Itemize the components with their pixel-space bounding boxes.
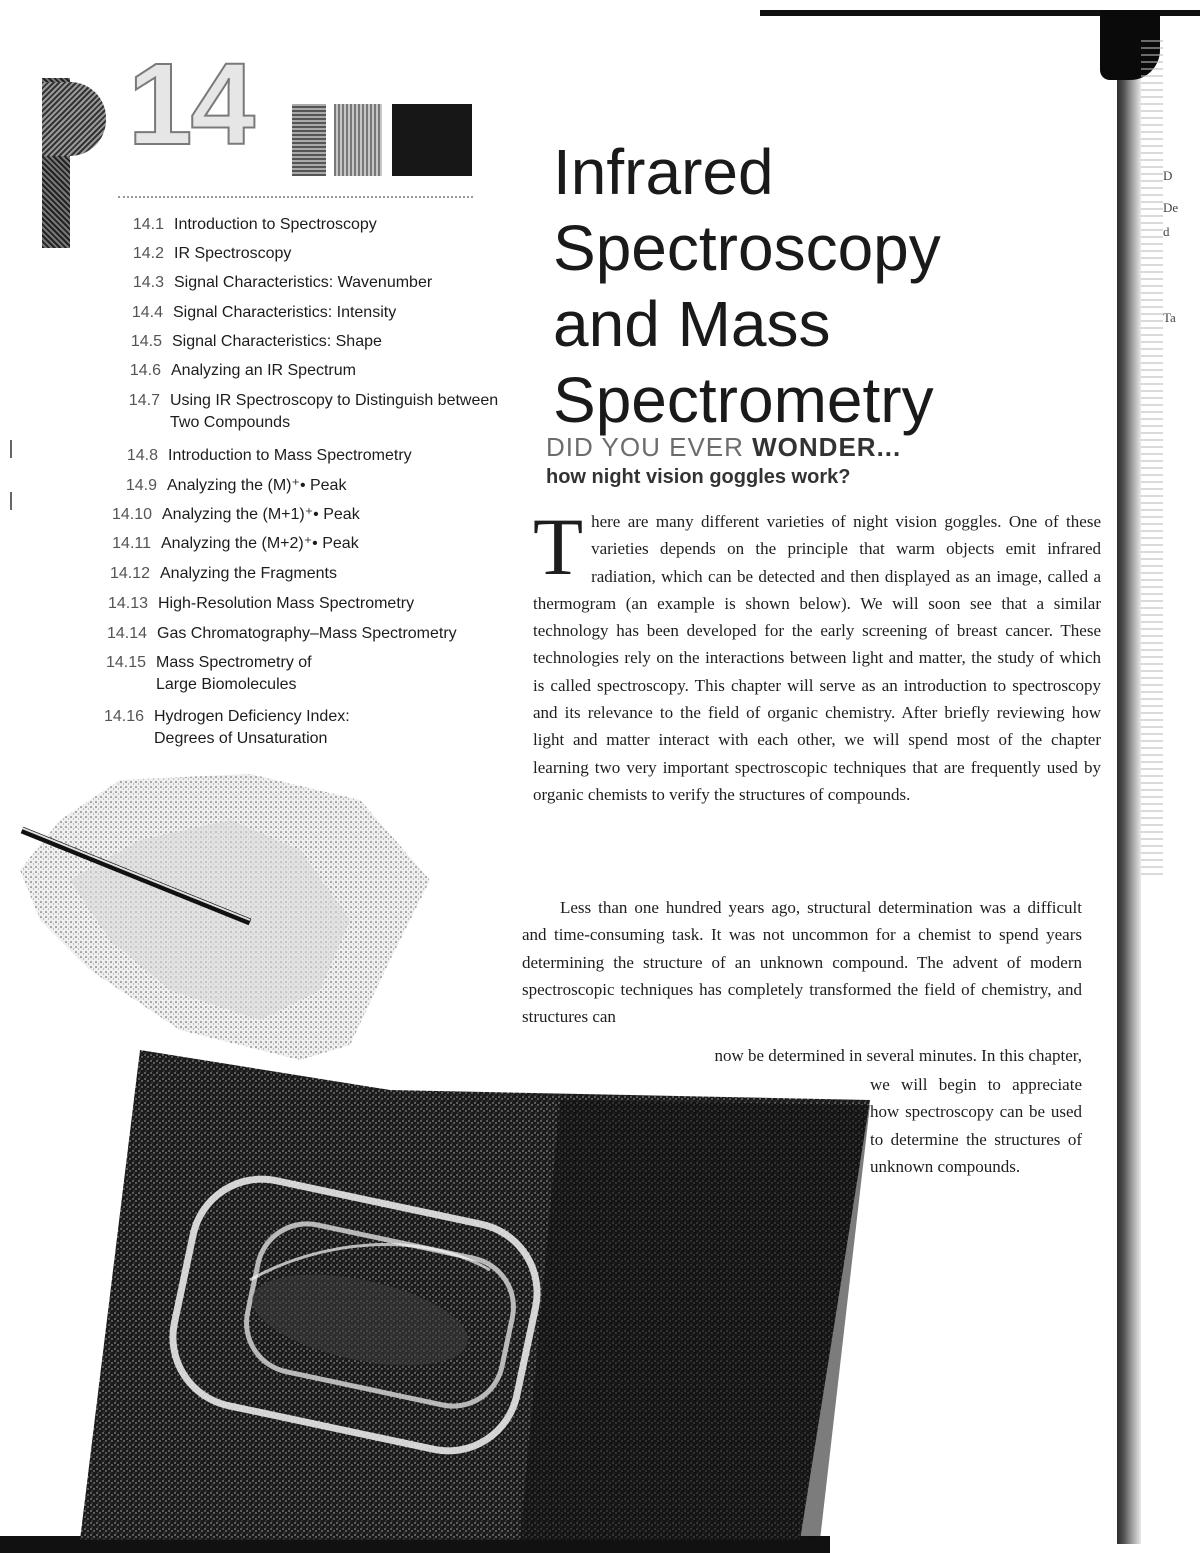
toc-number: 14.16 [103, 708, 144, 725]
title-line: Spectroscopy [553, 212, 941, 284]
toc-title: Introduction to Spectroscopy [174, 216, 377, 233]
scan-mark [10, 492, 12, 510]
toc-title: Using IR Spectroscopy to Distinguish between Two Compounds [170, 392, 499, 431]
toc-number: 14.5 [130, 333, 162, 350]
toc-number: 14.1 [132, 216, 164, 233]
second-paragraph-text: Less than one hundred years ago, structural determination was a difficult and time-consuming task. It was not uncommon for a chemist to spend years determining the structure of an unknown compound. The advent of modern spectroscopic techniques has completely transformed the field of chemistry, and structures can [522, 898, 1082, 1027]
margin-fragment: De [1163, 200, 1179, 215]
toc-number: 14.7 [128, 392, 160, 409]
toc-number: 14.10 [111, 506, 152, 523]
title-line: Infrared [553, 136, 774, 208]
thermogram-photo [0, 760, 870, 1540]
wonder-question: how night vision goggles work? [546, 466, 851, 488]
toc-title: Signal Characteristics: Shape [172, 333, 382, 350]
toc-title: IR Spectroscopy [174, 245, 292, 262]
toc-number: 14.9 [125, 477, 157, 494]
toc-title: Mass Spectrometry of Large Biomolecules [156, 654, 312, 693]
toc-number: 14.8 [126, 447, 158, 464]
chapter-tab-graphic [34, 78, 106, 248]
margin-fragment: D [1163, 168, 1173, 183]
toc-title: Analyzing the (M+2)⁺• Peak [161, 535, 359, 552]
toc-title: Signal Characteristics: Intensity [173, 304, 397, 321]
margin-fragment: Ta [1163, 310, 1176, 325]
wonder-emphasis: WONDER... [752, 432, 902, 462]
toc-number: 14.2 [132, 245, 164, 262]
toc-number: 14.3 [132, 274, 164, 291]
toc-title: Analyzing an IR Spectrum [171, 362, 356, 379]
toc-title: Gas Chromatography–Mass Spectrometry [157, 625, 457, 642]
page-edge-speckle [1141, 40, 1163, 880]
wonder-lead: DID YOU EVER [546, 432, 744, 462]
decor-block [334, 104, 382, 176]
toc-title: Analyzing the Fragments [160, 565, 337, 582]
intro-paragraph-text: here are many different varieties of night vision goggles. One of these varieties depends on the principle that warm objects emit infrared radiation, which can be detected and then displayed as an image, called a thermogram (an example is shown below). We will soon see that a similar technology has been developed for the early screening of breast cancer. These technologies rely on the interactions between light and matter, the study of which is called spectroscopy. This chapter will serve as an introduction to spectroscopy and its relevance to the field of organic chemistry. After briefly reviewing how light and matter interact with each other, we will spend most of the chapter learning two very important spectroscopic techniques that are frequently used by organic chemists to verify the structures of compounds. [533, 512, 1101, 804]
chapter-number: 14 [128, 39, 254, 169]
toc-title: Introduction to Mass Spectrometry [168, 447, 412, 464]
toc-title: Analyzing the (M)⁺• Peak [167, 477, 347, 494]
toc-number: 14.13 [107, 595, 148, 612]
toc-title: High-Resolution Mass Spectrometry [158, 595, 415, 612]
toc-number: 14.15 [105, 654, 146, 671]
toc-number: 14.6 [129, 362, 161, 379]
decor-block [392, 104, 472, 176]
toc-number: 14.11 [112, 535, 151, 552]
margin-fragment: d [1163, 224, 1170, 239]
second-paragraph-continued: now be determined in several minutes. In this chapter, [714, 1046, 1082, 1065]
wonder-heading [546, 432, 901, 463]
toc-number: 14.14 [106, 625, 147, 642]
toc-number: 14.4 [131, 304, 163, 321]
second-paragraph-wrap: we will begin to appreciate how spectroscopy can be used to determine the structures of unknown compounds. [870, 1075, 1082, 1176]
title-line: and Mass [553, 288, 831, 360]
scan-mark [10, 440, 12, 458]
toc-title: Analyzing the (M+1)⁺• Peak [162, 506, 360, 523]
drop-cap: T [533, 501, 584, 592]
toc-number: 14.12 [109, 565, 150, 582]
book-spine-shadow [1117, 14, 1141, 1544]
toc-title: Hydrogen Deficiency Index: Degrees of Unsaturation [154, 708, 350, 747]
toc-title: Signal Characteristics: Wavenumber [174, 274, 433, 291]
title-line: Spectrometry [553, 364, 934, 436]
chapter-title [553, 134, 941, 438]
dotted-rule [118, 196, 473, 198]
decor-block [292, 104, 326, 176]
